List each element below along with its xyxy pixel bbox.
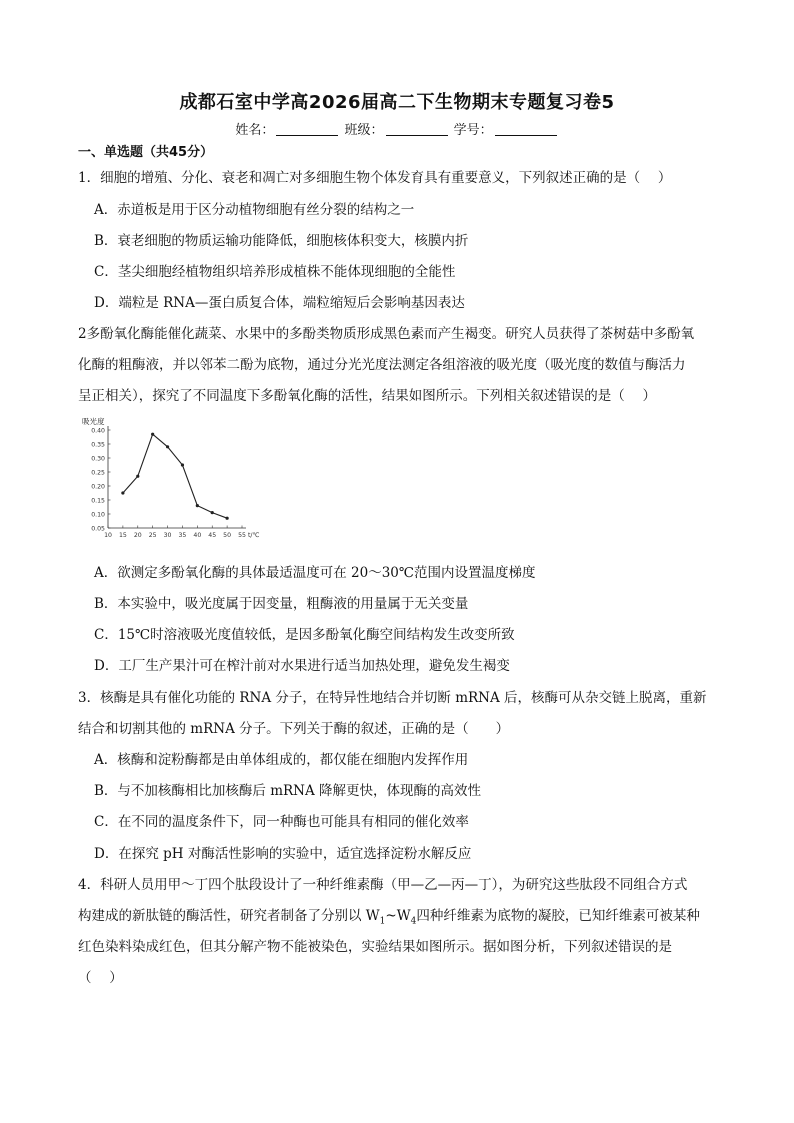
x-tick-label: 25 (148, 532, 157, 539)
y-tick-label: 0.20 (91, 483, 105, 491)
class-blank[interactable] (386, 123, 448, 136)
q2-stem-line3: 呈正相关），探究了不同温度下多酚氧化酶的活性，结果如图所示。下列相关叙述错误的是（ ） (78, 388, 657, 404)
x-tick-label: 35 (178, 532, 187, 539)
q4-stem-line3: 红色染料染成红色，但其分解产物不能被染色，实验结果如图所示。据如图分析，下列叙述错误的是 (78, 939, 672, 955)
q3-option-d: D．在探究 pH 对酶活性影响的实验中，适宜选择淀粉水解反应 (94, 846, 472, 862)
section-heading: 一、单选题（共45分） (78, 145, 214, 160)
class-label: 班级： (344, 123, 384, 138)
chart-series (121, 433, 228, 520)
y-tick-label: 0.30 (91, 455, 105, 463)
data-point (166, 445, 169, 448)
q3-option-a: A．核酶和淀粉酶都是由单体组成的，都仅能在细胞内发挥作用 (94, 752, 469, 768)
data-point (226, 517, 229, 520)
y-tick-label: 0.15 (91, 497, 105, 505)
y-tick-label: 0.40 (91, 427, 105, 435)
q4-sub-4: 4 (410, 916, 417, 927)
data-point (136, 475, 139, 478)
id-label: 学号： (453, 123, 493, 138)
q3-option-b: B．与不加核酶相比加核酶后 mRNA 降解更快，体现酶的高效性 (94, 783, 482, 799)
q1-option-d: D．端粒是 RNA—蛋白质复合体，端粒缩短后会影响基因表达 (94, 295, 465, 311)
x-tick-label: 30 (163, 532, 172, 539)
q3-stem-line1: 3．核酶是具有催化功能的 RNA 分子，在特异性地结合并切断 mRNA 后，核酶可从杂交链上脱离，重新 (78, 690, 707, 706)
x-tick-label: 55 (238, 532, 246, 539)
q2-stem-line2: 化酶的粗酶液，并以邻苯二酚为底物，通过分光光度法测定各组溶液的吸光度（吸光度的数值与酶活力 (78, 357, 686, 373)
q4-line2-part1: 构建成的新肽链的酶活性，研究者制备了分别以 W (78, 908, 380, 924)
y-tick-label: 0.25 (91, 469, 105, 477)
y-tick-label: 0.35 (91, 441, 105, 449)
q4-stem-line1: 4．科研人员用甲～丁四个肽段设计了一种纤维素酶（甲—乙—丙—丁），为研究这些肽段不同组合方式 (78, 877, 688, 893)
q2-stem-line1: 2多酚氧化酶能催化蔬菜、水果中的多酚类物质形成黑色素而产生褐变。研究人员获得了茶树菇中多酚氧 (78, 326, 695, 342)
name-blank[interactable] (276, 123, 338, 136)
q1-option-b: B．衰老细胞的物质运输功能降低，细胞核体积变大，核膜内折 (94, 233, 469, 249)
q4-stem-line4: （ ） (78, 970, 123, 986)
x-tick-label: 50 (223, 532, 232, 539)
x-tick-label: 20 (133, 532, 142, 539)
q4-sub-1: 1 (379, 916, 386, 927)
name-label: 姓名： (235, 123, 275, 138)
q4-line2-part2: ~W (385, 908, 411, 924)
q2-option-d: D．工厂生产果汁可在榨汁前对水果进行适当加热处理，避免发生褐变 (94, 658, 510, 674)
q4-stem-line2 (78, 904, 700, 927)
q1-option-a: A．赤道板是用于区分动植物细胞有丝分裂的结构之一 (94, 202, 415, 218)
x-tick-label: 40 (193, 532, 202, 539)
q2-option-a: A．欲测定多酚氧化酶的具体最适温度可在 20～30℃范围内设置温度梯度 (94, 565, 536, 581)
data-point (121, 491, 124, 494)
absorbance-temperature-chart (80, 412, 260, 544)
x-tick-label: 10 (104, 532, 112, 539)
student-info-row (0, 119, 794, 138)
chart-ylabel: 吸光度 (82, 417, 105, 426)
data-point (196, 504, 199, 507)
id-blank[interactable] (495, 123, 557, 136)
q4-line2-part3: 四种纤维素为底物的凝胶，已知纤维素可被某种 (416, 908, 700, 924)
data-point (151, 433, 154, 436)
q3-stem-line2: 结合和切割其他的 mRNA 分子。下列关于酶的叙述，正确的是（ ） (78, 721, 510, 737)
q2-option-b: B．本实验中，吸光度属于因变量，粗酶液的用量属于无关变量 (94, 596, 469, 612)
x-unit-label: t/℃ (248, 532, 260, 539)
y-tick-label: 0.05 (91, 525, 105, 533)
x-tick-label: 15 (118, 532, 127, 539)
page-title: 成都石室中学高2026届高二下生物期末专题复习卷5 (179, 92, 615, 113)
chart-axes (108, 426, 246, 528)
q3-option-c: C．在不同的温度条件下，同一种酶也可能具有相同的催化效率 (94, 814, 469, 830)
chart-ticks (91, 427, 259, 539)
data-point (211, 511, 214, 514)
q2-option-c: C．15℃时溶液吸光度值较低，是因多酚氧化酶空间结构发生改变所致 (94, 627, 515, 643)
y-tick-label: 0.10 (91, 511, 105, 519)
q1-stem: 1．细胞的增殖、分化、衰老和凋亡对多细胞生物个体发育具有重要意义，下列叙述正确的是（ ） (78, 170, 672, 186)
data-point (181, 463, 184, 466)
q1-option-c: C．茎尖细胞经植物组织培养形成植株不能体现细胞的全能性 (94, 264, 456, 280)
x-tick-label: 45 (208, 532, 217, 539)
